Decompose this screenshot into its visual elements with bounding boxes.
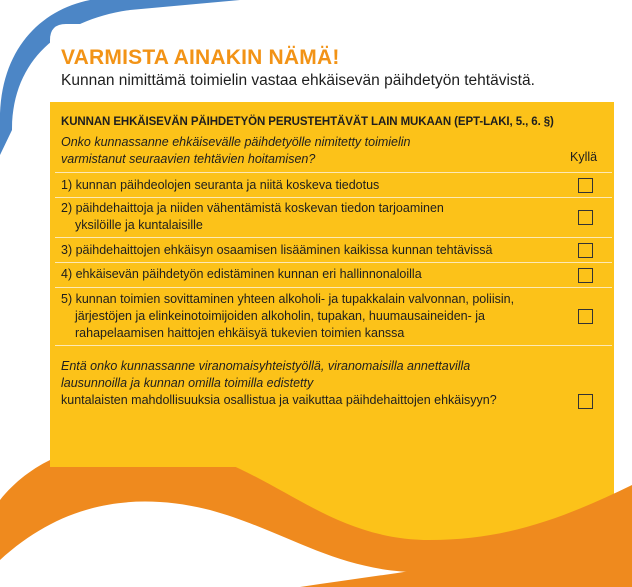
- question-line-2: varmistanut seuraavien tehtävien hoitamisen?: [61, 152, 316, 166]
- row-label-line: 2) päihdehaittoja ja niiden vähentämistä koskevan tiedon tarjoaminen: [61, 201, 444, 215]
- row-label-line: 1) kunnan päihdeolojen seuranta ja niitä koskeva tiedotus: [61, 178, 380, 192]
- row-label-line: yksilöille ja kuntalaisille: [75, 218, 203, 232]
- main-question: [61, 134, 411, 168]
- yes-checkbox[interactable]: [578, 309, 593, 324]
- yes-checkbox[interactable]: [578, 210, 593, 225]
- yes-checkbox[interactable]: [578, 243, 593, 258]
- row-label-line: 5) kunnan toimien sovittaminen yhteen alkoholi- ja tupakkalain valvonnan, poliisin,: [61, 292, 515, 306]
- row-label-line: 3) päihdehaittojen ehkäisyn osaamisen lisääminen kaikissa kunnan tehtävissä: [61, 243, 493, 257]
- row-label-line: 4) ehkäisevän päihdetyön edistäminen kunnan eri hallinnonaloilla: [61, 267, 422, 281]
- followup-question: [61, 358, 497, 409]
- checklist-row: [55, 263, 612, 288]
- row-label: [61, 291, 514, 342]
- row-label-line: järjestöjen ja elinkeinotoimijoiden alkoholin, tupakan, huumausaineiden- ja: [75, 309, 485, 323]
- followup-yes-checkbox[interactable]: [578, 394, 593, 409]
- checklist-row: [55, 172, 612, 198]
- followup-line-2: lausunnoilla ja kunnan omilla toimilla edistetty: [61, 376, 314, 390]
- section-heading: KUNNAN EHKÄISEVÄN PÄIHDETYÖN PERUSTEHTÄVÄT LAIN MUKAAN (EPT-LAKI, 5., 6. §): [61, 116, 554, 128]
- row-label: [61, 242, 493, 259]
- followup-line-3: kuntalaisten mahdollisuuksia osallistua ja vaikuttaa päihdehaittojen ehkäisyyn?: [61, 393, 497, 407]
- checklist-row: [55, 238, 612, 263]
- checklist-row: [55, 197, 612, 238]
- followup-line-1: Entä onko kunnassanne viranomaisyhteistyöllä, viranomaisilla annettavilla: [61, 359, 471, 373]
- page-subtitle: Kunnan nimittämä toimielin vastaa ehkäisevän päihdetyön tehtävistä.: [61, 72, 535, 89]
- page-title: VARMISTA AINAKIN NÄMÄ!: [61, 46, 340, 69]
- question-line-1: Onko kunnassanne ehkäisevälle päihdetyölle nimitetty toimielin: [61, 135, 411, 149]
- row-label: [61, 200, 444, 234]
- row-label: [61, 266, 422, 283]
- checklist-row: [55, 288, 612, 346]
- yes-checkbox[interactable]: [578, 268, 593, 283]
- row-label: [61, 177, 379, 194]
- yes-checkbox[interactable]: [578, 178, 593, 193]
- yes-column-header: Kyllä: [570, 150, 598, 164]
- row-label-line: rahapelaamisen haittojen ehkäisyä tukevien toimien kanssa: [75, 326, 405, 340]
